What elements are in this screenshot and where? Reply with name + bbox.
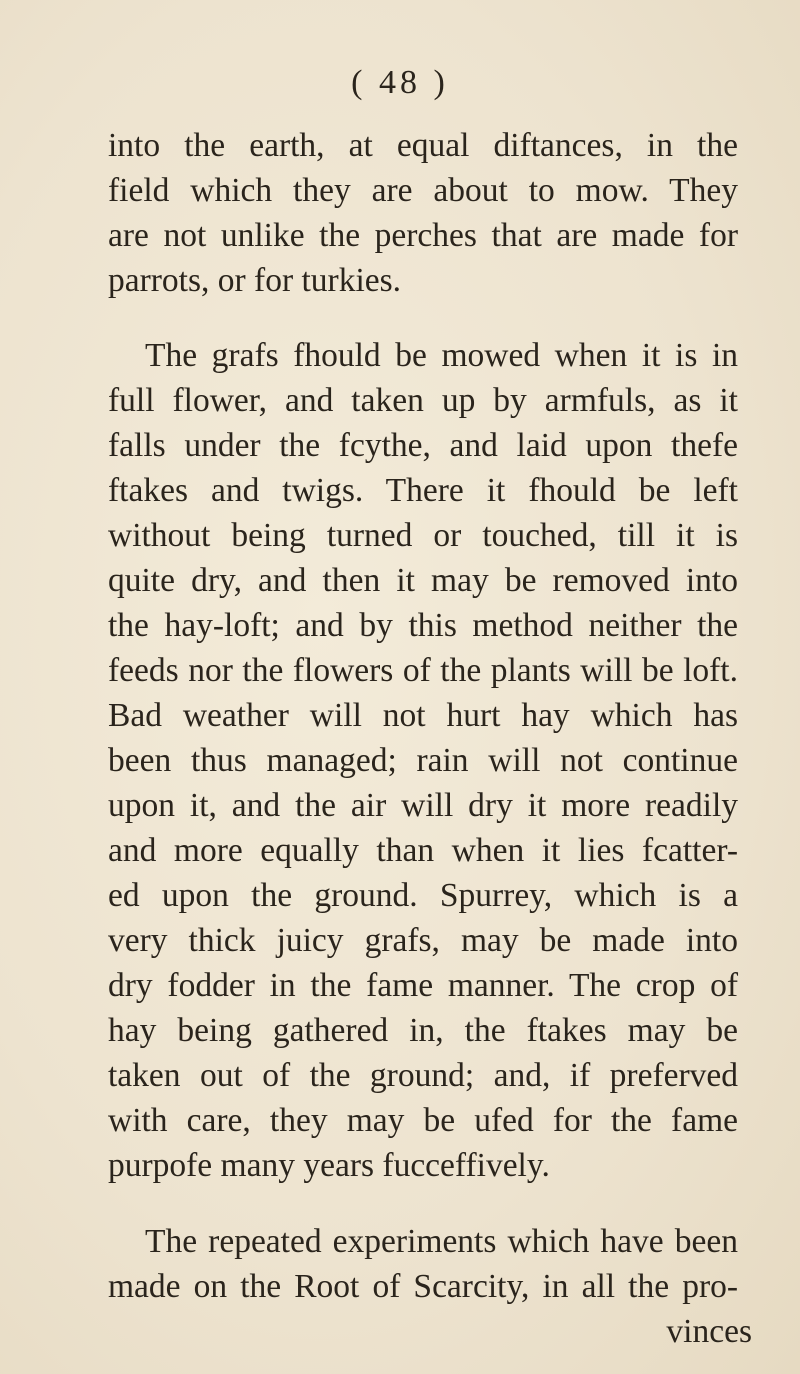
text-line: been thus managed; rain will not continue <box>108 742 738 779</box>
text-line: quite dry, and then it may be removed into <box>108 562 738 599</box>
text-line: made on the Root of Scarcity, in all the pro- <box>108 1268 738 1305</box>
text-line: The grafs fhould be mowed when it is in <box>145 337 738 374</box>
text-line: very thick juicy grafs, may be made into <box>108 922 738 959</box>
text-line: into the earth, at equal diftances, in the <box>108 127 738 164</box>
text-line: without being turned or touched, till it is <box>108 517 738 554</box>
text-line: field which they are about to mow. They <box>108 172 738 209</box>
text-line: hay being gathered in, the ftakes may be <box>108 1012 738 1049</box>
text-line: ed upon the ground. Spurrey, which is a <box>108 877 738 914</box>
text-line: Bad weather will not hurt hay which has <box>108 697 738 734</box>
text-line: ftakes and twigs. There it fhould be left <box>108 472 738 509</box>
text-line: The repeated experiments which have been <box>145 1223 738 1260</box>
text-line: purpofe many years fucceffively. <box>108 1147 550 1184</box>
text-line: are not unlike the perches that are made for <box>108 217 738 254</box>
text-line: the hay-loft; and by this method neither the <box>108 607 738 644</box>
text-line: with care, they may be ufed for the fame <box>108 1102 738 1139</box>
text-line: full flower, and taken up by armfuls, as it <box>108 382 738 419</box>
text-line: falls under the fcythe, and laid upon thefe <box>108 427 738 464</box>
text-line: parrots, or for turkies. <box>108 262 402 299</box>
text-line: dry fodder in the fame manner. The crop of <box>108 967 738 1004</box>
text-line: upon it, and the air will dry it more readily <box>108 787 738 824</box>
catchword: vinces <box>666 1313 752 1350</box>
text-line: taken out of the ground; and, if preferved <box>108 1057 738 1094</box>
text-line: feeds nor the flowers of the plants will be loft. <box>108 652 738 689</box>
text-line: and more equally than when it lies fcatter- <box>108 832 738 869</box>
page-number: ( 48 ) <box>351 64 449 101</box>
